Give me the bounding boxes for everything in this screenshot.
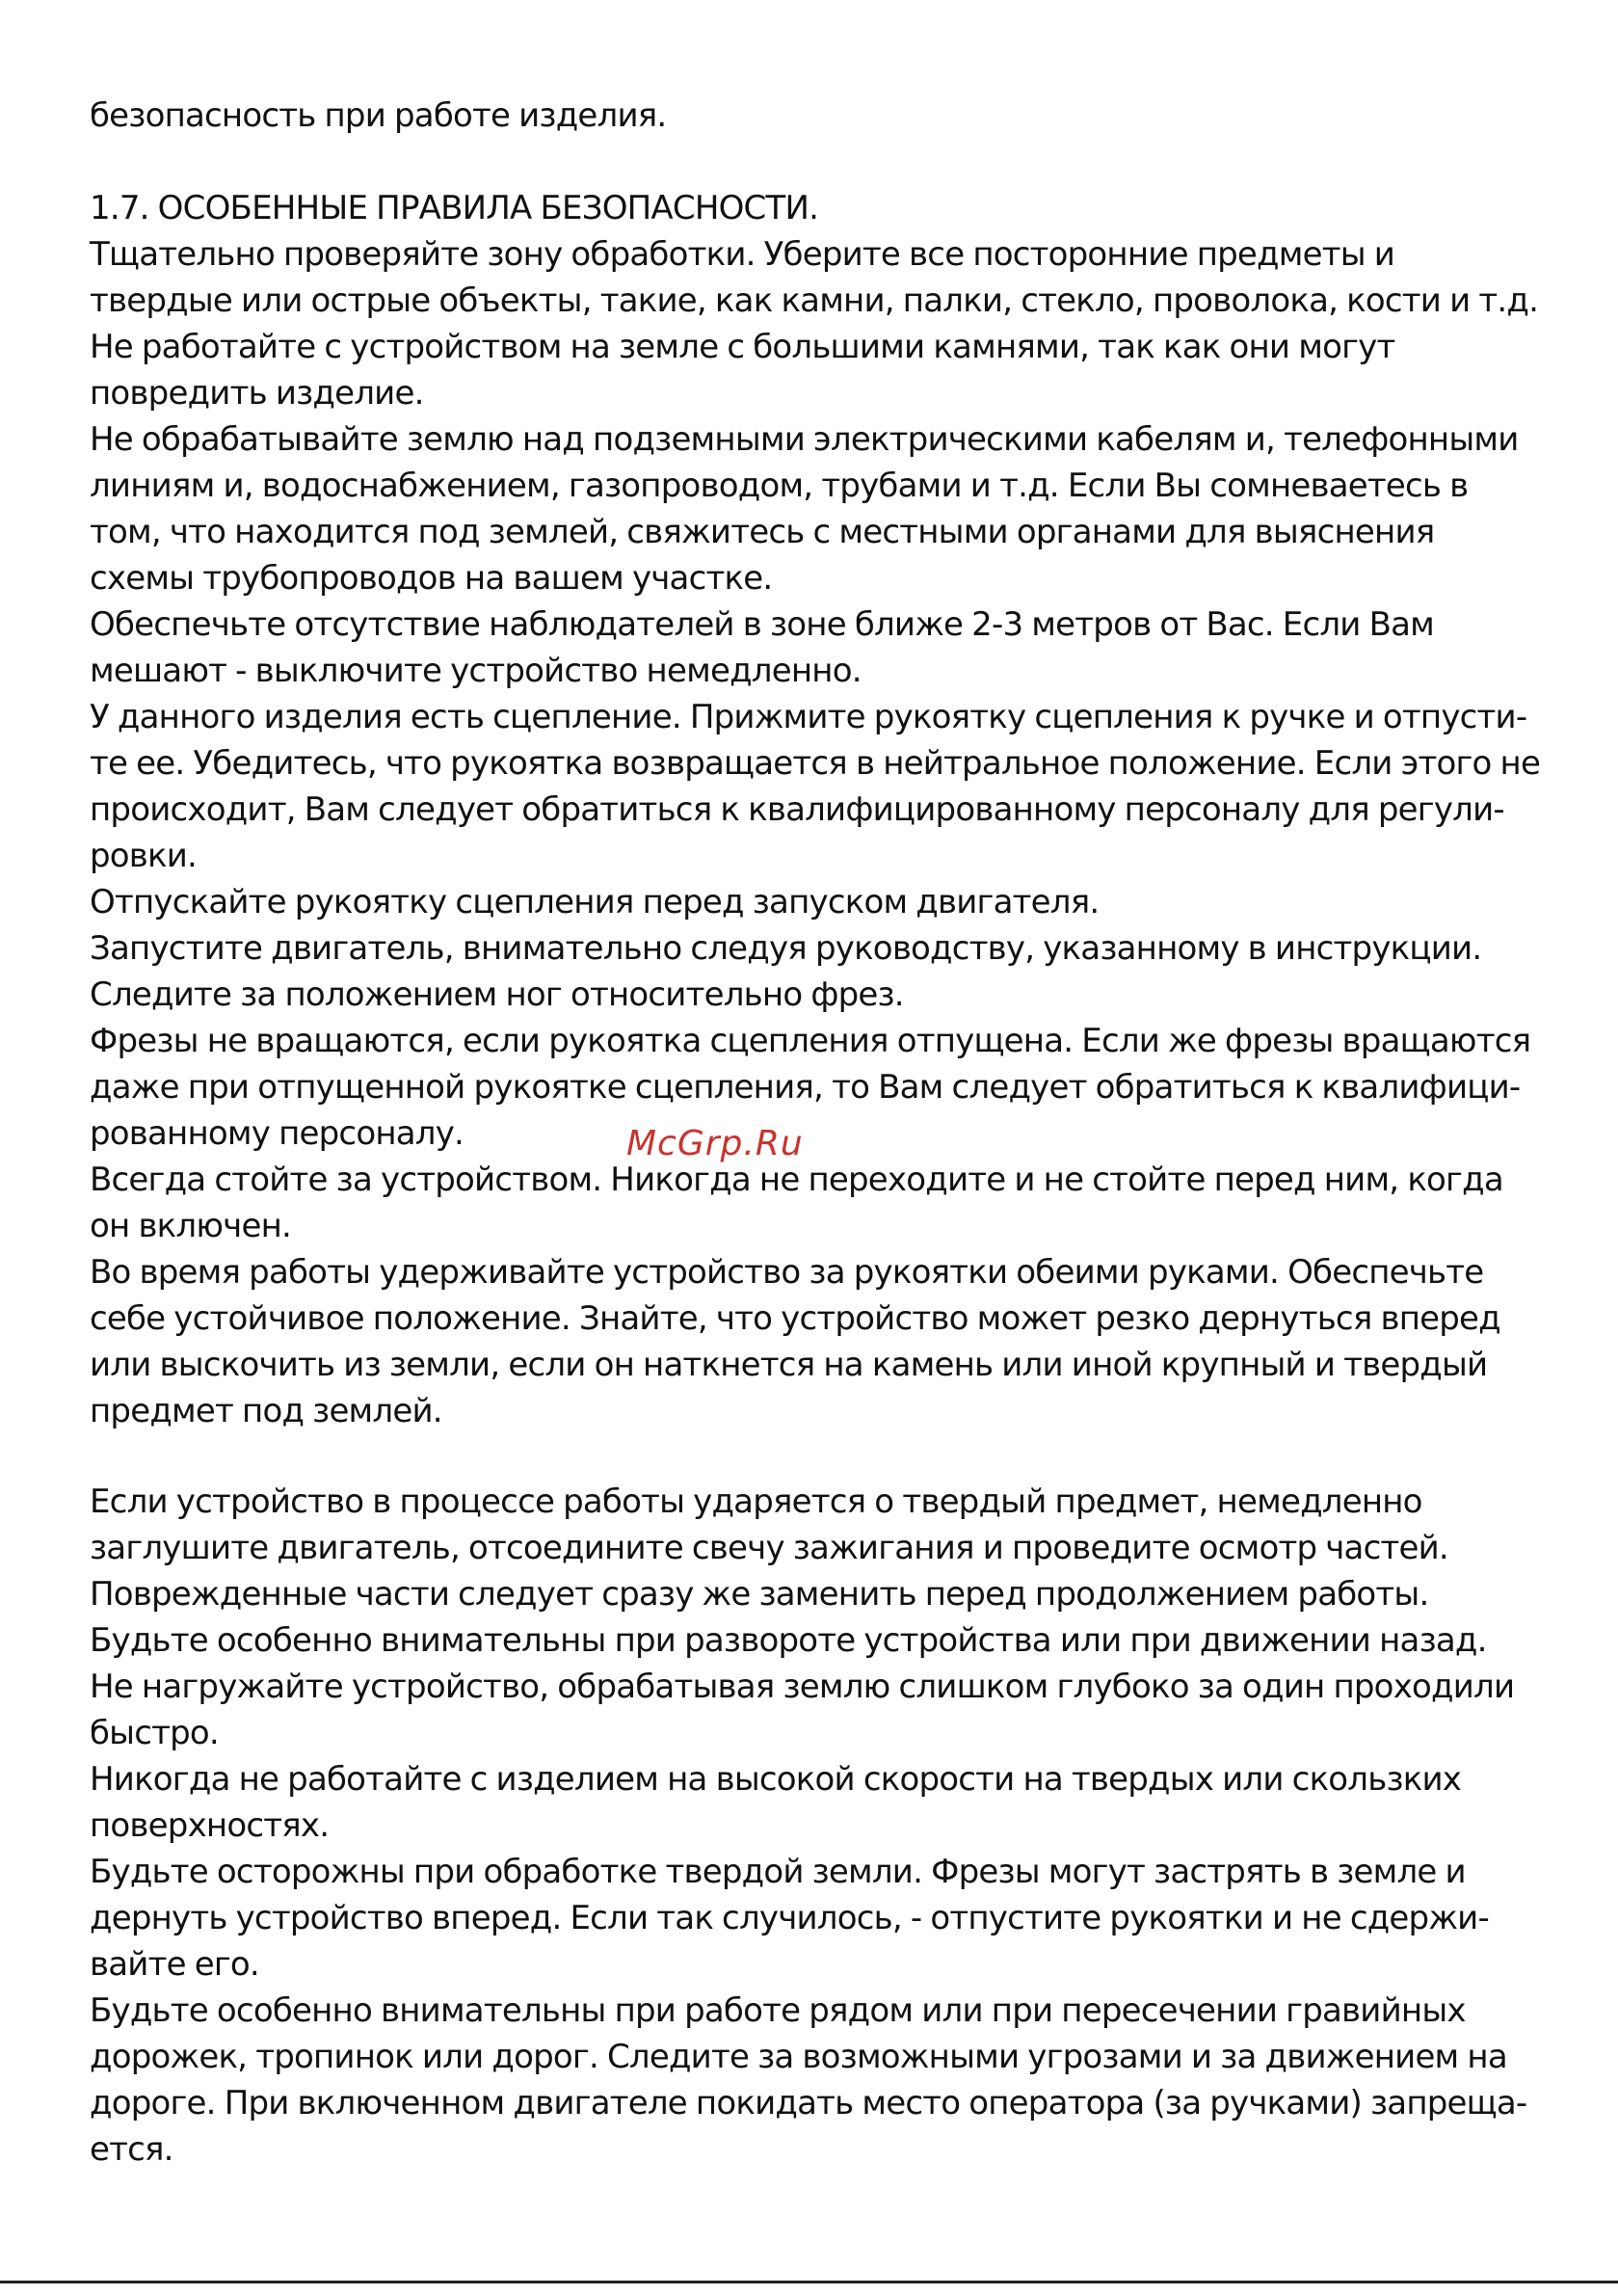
text-line: Всегда стойте за устройством. Никогда не переходите и не стойте перед ним, когда: [90, 1161, 1503, 1199]
text-line: повредить изделие.: [90, 374, 424, 413]
text-line: ется.: [90, 2130, 173, 2169]
text-line: Будьте особенно внимательны при развороте устройства или при движении назад.: [90, 1621, 1487, 1660]
text-line: линиям и, водоснабжением, газопроводом, трубами и т.д. Если Вы сомневаетесь в: [90, 467, 1469, 505]
text-line: заглушите двигатель, отсоедините свечу зажигания и проведите осмотр частей.: [90, 1529, 1448, 1567]
text-line: поверхностях.: [90, 1806, 330, 1845]
text-line: дороге. При включенном двигателе покидать место оператора (за ручками) запреща-: [90, 2084, 1527, 2122]
text-line: Тщательно проверяйте зону обработки. Уберите все посторонние предметы и: [90, 235, 1395, 274]
text-line: он включен.: [90, 1207, 292, 1245]
text-line: ровки.: [90, 837, 198, 875]
text-line: себе устойчивое положение. Знайте, что устройство может резко дернуться вперед: [90, 1299, 1500, 1338]
text-line: том, что находится под землей, свяжитесь с местными органами для выяснения: [90, 513, 1435, 551]
watermark: McGrp.Ru: [626, 1124, 804, 1163]
text-line: Поврежденные части следует сразу же заменить перед продолжением работы.: [90, 1575, 1429, 1614]
text-line: предмет под землей.: [90, 1392, 442, 1430]
text-line: Не работайте с устройством на земле с большими камнями, так как они могут: [90, 328, 1395, 366]
text-line: даже при отпущенной рукоятке сцепления, то Вам следует обратиться к квалифици-: [90, 1068, 1521, 1107]
intro-paragraph: [90, 93, 1535, 139]
text-line: У данного изделия есть сцепление. Прижмите рукоятку сцепления к ручке и отпусти-: [90, 698, 1527, 736]
safety-section: [90, 185, 1541, 1434]
text-line: рованному персоналу.: [90, 1114, 464, 1153]
text-line: Обеспечьте отсутствие наблюдателей в зоне ближе 2-3 метров от Вас. Если Вам: [90, 605, 1435, 644]
continuation-section: [90, 1479, 1535, 2173]
text-line: Никогда не работайте с изделием на высокой скорости на твердых или скользких: [90, 1760, 1462, 1799]
text-line: Следите за положением ног относительно фрез.: [90, 975, 904, 1014]
section-heading: 1.7. ОСОБЕННЫЕ ПРАВИЛА БЕЗОПАСНОСТИ.: [90, 189, 819, 227]
text-line: или выскочить из земли, если он наткнется на камень или иной крупный и твердый: [90, 1346, 1488, 1384]
text-line: Будьте осторожны при обработке твердой земли. Фрезы могут застрять в земле и: [90, 1853, 1466, 1891]
text-line: Фрезы не вращаются, если рукоятка сцепления отпущена. Если же фрезы вращаются: [90, 1022, 1531, 1060]
text-line: Во время работы удерживайте устройство за рукоятки обеими руками. Обеспечьте: [90, 1253, 1484, 1292]
text-line: дернуть устройство вперед. Если так случилось, - отпустите рукоятки и не сдержи-: [90, 1899, 1489, 1937]
text-line: Не обрабатывайте землю над подземными электрическими кабелям и, телефонными: [90, 420, 1519, 459]
text-line: быстро.: [90, 1714, 219, 1752]
text-line: дорожек, тропинок или дорог. Следите за возможными угрозами и за движением на: [90, 2038, 1507, 2076]
text-line: Будьте особенно внимательны при работе рядом или при пересечении гравийных: [90, 1991, 1466, 2030]
text-line: мешают - выключите устройство немедленно.: [90, 652, 862, 690]
text-line: твердые или острые объекты, такие, как камни, палки, стекло, проволока, кости и т.д.: [90, 281, 1539, 320]
text-line: Запустите двигатель, внимательно следуя руководству, указанному в инструкции.: [90, 929, 1482, 968]
text-line: происходит, Вам следует обратиться к квалифицированному персоналу для регули-: [90, 790, 1504, 829]
text-line: вайте его.: [90, 1945, 259, 1984]
text-line: Не нагружайте устройство, обрабатывая землю слишком глубоко за один проходили: [90, 1668, 1515, 1706]
intro-line: безопасность при работе изделия.: [90, 96, 667, 135]
text-line: те ее. Убедитесь, что рукоятка возвращается в нейтральное положение. Если этого не: [90, 744, 1541, 783]
text-line: схемы трубопроводов на вашем участке.: [90, 559, 773, 598]
text-line: Если устройство в процессе работы ударяется о твердый предмет, немедленно: [90, 1482, 1422, 1521]
text-line: Отпускайте рукоятку сцепления перед запуском двигателя.: [90, 883, 1100, 921]
footer-rule: [0, 2281, 1618, 2283]
